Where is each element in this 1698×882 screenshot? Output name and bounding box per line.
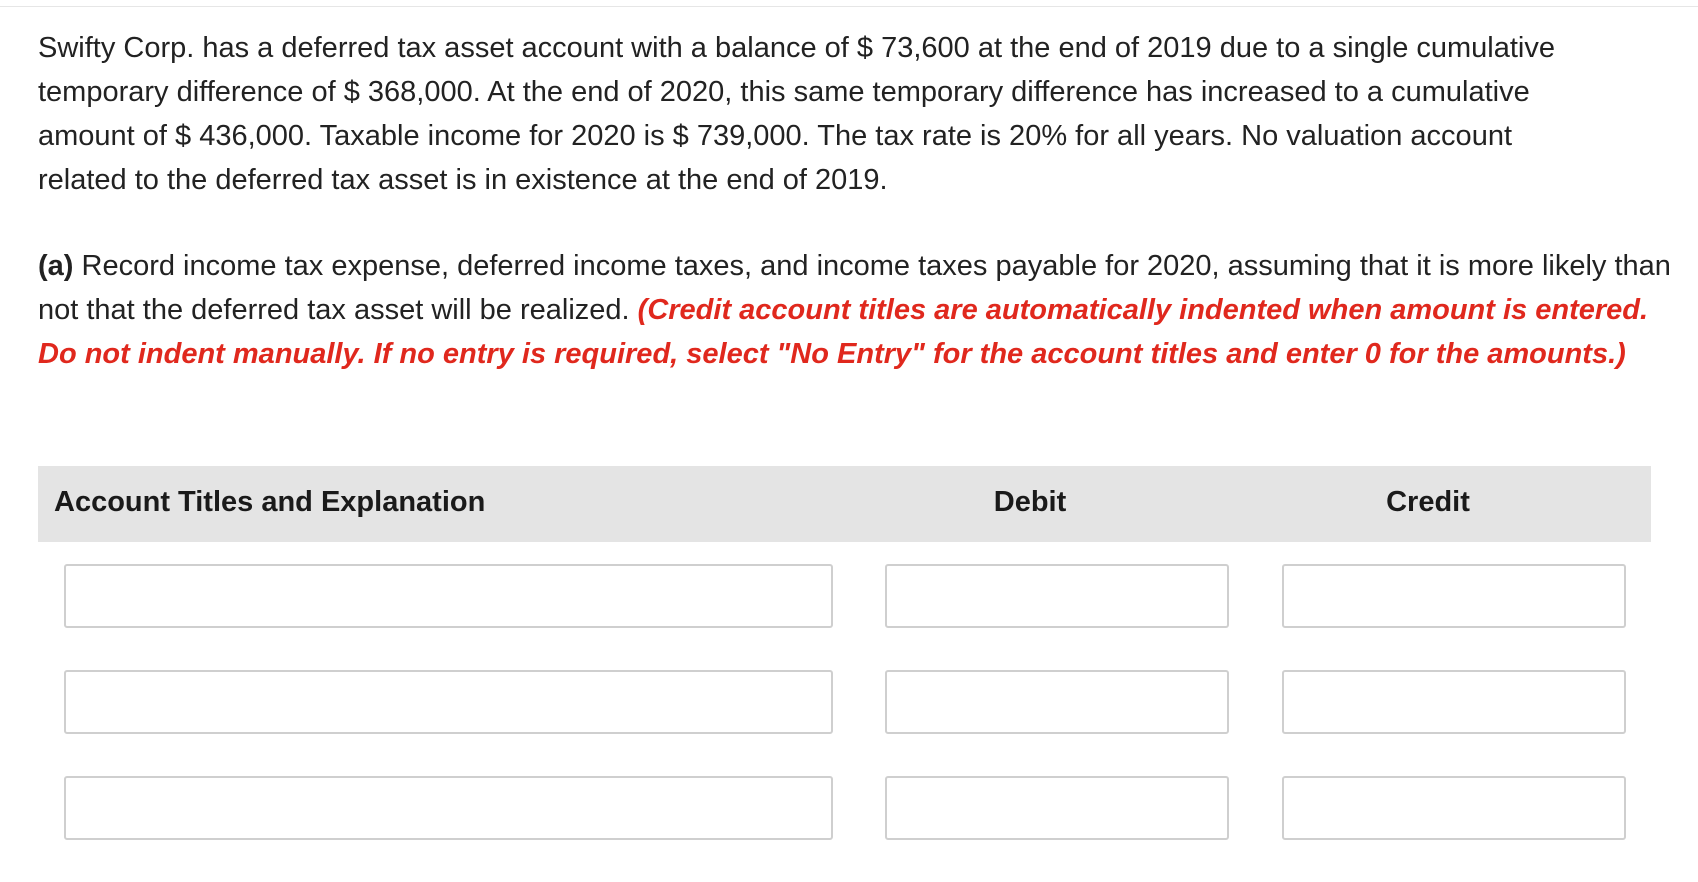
question-line: temporary difference of $ 368,000. At the end of 2020, this same temporary difference has increased to a cumulative	[38, 76, 1530, 108]
question-line: amount of $ 436,000. Taxable income for 2020 is $ 739,000. The tax rate is 20% for all years. No valuation account	[38, 120, 1513, 152]
question-text	[38, 26, 1668, 202]
debit-amount-input[interactable]	[885, 776, 1229, 840]
credit-amount-input[interactable]	[1282, 564, 1626, 628]
debit-amount-input[interactable]	[885, 564, 1229, 628]
account-title-input[interactable]	[64, 776, 833, 840]
journal-entry-table	[38, 466, 1651, 882]
header-credit: Credit	[1386, 486, 1470, 518]
journal-row	[38, 564, 1651, 670]
part-a-text: Record income tax expense, deferred income taxes, and income taxes payable for 2020, assuming that it is more likely than not that the deferred tax asset will be realized.	[38, 250, 1671, 326]
journal-header-row	[38, 466, 1651, 542]
credit-amount-input[interactable]	[1282, 776, 1626, 840]
account-title-input[interactable]	[64, 670, 833, 734]
top-divider	[0, 6, 1698, 7]
debit-amount-input[interactable]	[885, 670, 1229, 734]
question-line: related to the deferred tax asset is in existence at the end of 2019.	[38, 164, 888, 196]
question-line: Swifty Corp. has a deferred tax asset account with a balance of $ 73,600 at the end of 2019 due to a single cumulative	[38, 32, 1556, 64]
account-title-input[interactable]	[64, 564, 833, 628]
part-a-prompt	[38, 244, 1673, 376]
header-account-titles: Account Titles and Explanation	[54, 486, 486, 518]
journal-row	[38, 670, 1651, 776]
journal-row	[38, 776, 1651, 882]
part-a-instructions: (Credit account titles are automatically indented when amount is entered. Do not indent manually. If no entry is required, select "No Entry" for the account titles and enter 0 for the amounts.)	[38, 294, 1649, 370]
credit-amount-input[interactable]	[1282, 670, 1626, 734]
part-a-label: (a)	[38, 250, 74, 282]
header-debit: Debit	[993, 486, 1067, 518]
journal-rows	[38, 542, 1651, 882]
